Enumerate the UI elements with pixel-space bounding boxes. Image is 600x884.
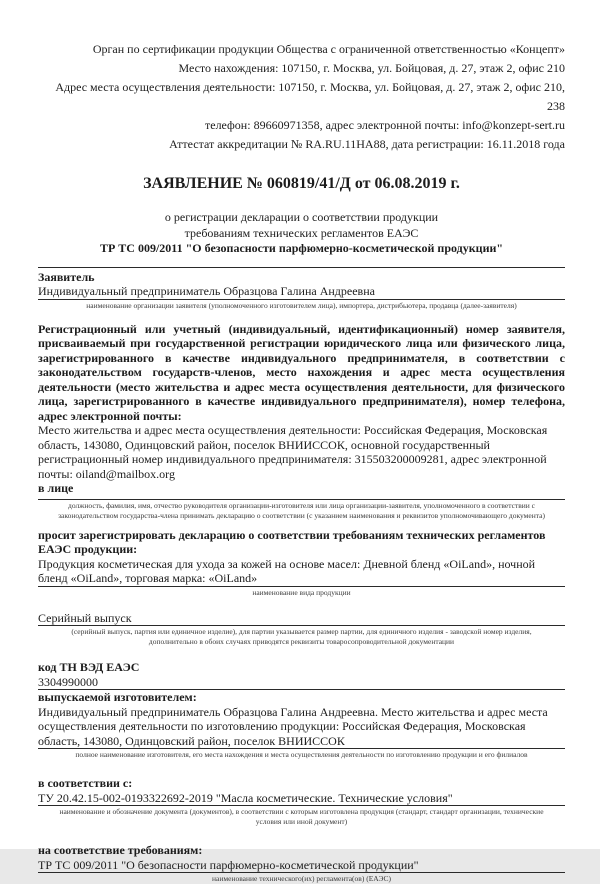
subtitle-regulation: ТР ТС 009/2011 "О безопасности парфюмерно-косметической продукции"	[99, 241, 504, 255]
applicant-section	[38, 267, 565, 311]
cert-body-name: Орган по сертификации продукции Общества с ограниченной ответственностью «Концепт»	[92, 42, 565, 56]
compliance-label: на соответствие требованиям:	[38, 843, 203, 857]
subtitle-line-1: о регистрации декларации о соответствии продукции	[164, 210, 439, 224]
cert-body-accreditation: Аттестат аккредитации № RA.RU.11HA88, дата регистрации: 16.11.2018 года	[169, 137, 565, 151]
compliance-value: ТР ТС 009/2011 "О безопасности парфюмерно-косметической продукции"	[38, 857, 419, 872]
in-person-label: в лице	[38, 481, 74, 495]
cert-body-header	[38, 40, 565, 154]
serial-caption: (серийный выпуск, партия или единичное изделие), для партии указывается размер партии, для единичного изделия - заводской номер изделия, дополнительно в обоих случаях приводятся реквизиты товаросопроводительной документации	[71, 627, 532, 646]
accordance-label: в соответствии с:	[38, 776, 133, 790]
subtitle-line-2: требованиям технических регламентов ЕАЭС	[184, 225, 419, 240]
cert-body-location: Место нахождения: 107150, г. Москва, ул. Бойцовая, д. 27, этаж 2, офис 210	[178, 61, 565, 75]
product-section	[38, 557, 565, 598]
serial-value: Серийный выпуск	[38, 610, 132, 625]
accordance-caption: наименование и обозначение документа (документов), в соответствии с которым изготовлена продукция (стандарт, стандарт организации, технические условия или иной документ)	[59, 807, 544, 826]
compliance-section	[38, 843, 565, 884]
product-caption: наименование вида продукции	[252, 587, 351, 597]
applicant-caption: наименование организации заявителя (уполномоченного изготовителем лица), импортера, дистрибьютера, продавца (далее-заявителя)	[86, 300, 517, 310]
compliance-caption: наименование технического(их) регламента(ов) (ЕАЭС)	[212, 874, 391, 883]
cert-body-contacts: телефон: 89660971358, адрес электронной почты: info@konzept-sert.ru	[205, 118, 565, 132]
applicant-label: Заявитель	[38, 269, 95, 284]
cert-body-activity-address: Адрес места осуществления деятельности: 107150, г. Москва, ул. Бойцовая, д. 27, этаж 2, офис 210, 238	[55, 80, 565, 113]
manufacturer-label: выпускаемой изготовителем:	[38, 690, 197, 704]
product-value: Продукция косметическая для ухода за кожей на основе масел: Дневной бленд «OiLand», ночной бленд «OiLand», торговая марка: «OiLand»	[38, 556, 536, 585]
tnved-label: код ТН ВЭД ЕАЭС	[38, 660, 140, 674]
registration-value-paragraph: Место жительства и адрес места осуществления деятельности: Российская Федерация, Московская область, 143080, Одинцовский район, поселок ВНИИССОК, основной государственный регистрационный номер индивидуального предпринимателя: 315503200009281, адрес электронной почты: oiland@mailbox.org	[38, 423, 548, 481]
manufacturer-caption: полное наименование изготовителя, его места нахождения и места осуществления деятельности по изготовлению продукции и его филиалов	[75, 750, 528, 759]
accordance-value: ТУ 20.42.15-002-0193322692-2019 "Масла косметические. Технические условия"	[38, 790, 453, 805]
applicant-value: Индивидуальный предприниматель Образцова Галина Андреевна	[38, 284, 375, 298]
manufacturer-section	[38, 690, 565, 760]
document-title: ЗАЯВЛЕНИЕ № 060819/41/Д от 06.08.2019 г.	[143, 175, 460, 192]
accordance-section	[38, 776, 565, 827]
document-subtitle	[38, 210, 565, 257]
in-person-caption: должность, фамилия, имя, отчество руководителя организации-изготовителя или лица организации-заявителя, уполномоченного в соответствии с законодательством государства-члена принимать декларацию о соответствии (с указанием наименования и реквизитов уполномочивающего документа)	[58, 500, 545, 520]
tnved-section	[38, 660, 565, 690]
registration-requirements-paragraph: Регистрационный или учетный (индивидуальный, идентификационный) номер заявителя, присваиваемый при государственной регистрации юридического лица или физического лица, зарегистрированного в качестве индивидуального предпринимателя, в соответствии с законодательством государств-членов, место нахождения и адрес места осуществления деятельности (место жительства и адрес места осуществления деятельности, для физического лица, зарегистрированного в качестве индивидуального предпринимателя), номер телефона, адрес электронной почты:	[38, 321, 565, 423]
request-paragraph: просит зарегистрировать декларацию о соответствии требованиям технических регламентов ЕАЭС продукции:	[38, 527, 546, 556]
manufacturer-value: Индивидуальный предприниматель Образцова Галина Андреевна. Место жительства и адрес места осуществления деятельности по изготовлению продукции: Российская Федерация, Московская область, 143080, Одинцовский район, поселок ВНИИССОК	[38, 704, 548, 748]
serial-section	[38, 611, 565, 648]
tnved-value: 3304990000	[38, 674, 98, 689]
